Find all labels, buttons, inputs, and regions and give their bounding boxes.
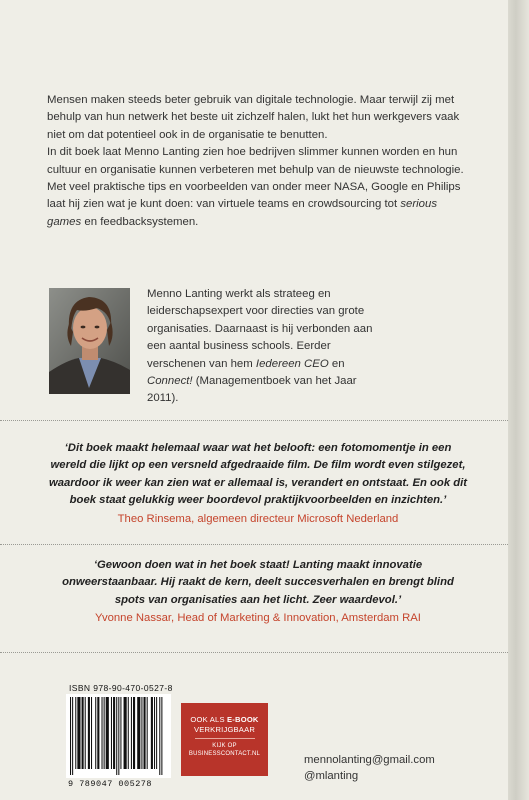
barcode-bar xyxy=(104,697,105,769)
barcode-bar xyxy=(133,697,135,769)
barcode-bar xyxy=(116,697,117,775)
barcode-bar xyxy=(147,697,148,769)
quote-attribution: Yvonne Nassar, Head of Marketing & Innovation, Amsterdam RAI xyxy=(95,612,421,625)
book-title-iedereen-ceo: Iedereen CEO xyxy=(255,357,329,370)
book-title-connect: Connect! xyxy=(147,375,193,388)
barcode-bar xyxy=(159,697,160,775)
blurb-text xyxy=(47,92,467,231)
barcode-bars xyxy=(70,697,167,775)
barcode-bar xyxy=(77,697,80,769)
barcode-bar xyxy=(141,697,142,769)
dotted-divider-1 xyxy=(0,420,508,421)
barcode-bar xyxy=(120,697,121,769)
endorsement-quote-2 xyxy=(48,557,468,628)
barcode-bar xyxy=(161,697,162,775)
barcode-bar xyxy=(75,697,76,769)
barcode-bar xyxy=(102,697,103,769)
endorsement-quote-1 xyxy=(48,440,468,528)
book-spine-edge xyxy=(507,0,529,800)
barcode-bar xyxy=(88,697,90,769)
barcode-bar xyxy=(106,697,109,769)
blurb-paragraph-2: In dit boek laat Menno Lanting zien hoe bedrijven slimmer kunnen worden en hun cultuur en organisatie kunnen verbeteren met behulp van de nieuwste technologie. Met veel praktische tips en voorbeelden van onder meer NASA, Google en Philips laat hij zien wat je kunt doen: van virtuele teams en crowdsourcing tot serious games en feedbacksystemen. xyxy=(47,146,464,228)
dotted-divider-3 xyxy=(0,652,508,653)
barcode-bar xyxy=(137,697,140,769)
isbn-label: ISBN 978-90-470-0527-8 xyxy=(69,683,173,693)
barcode-bar xyxy=(111,697,112,769)
barcode-bar xyxy=(72,697,73,775)
author-photo xyxy=(49,288,130,394)
barcode-bar xyxy=(91,697,92,769)
author-bio: Menno Lanting werkt als strateeg en leiderschapsexpert voor directies van grote organisaties. Daarnaast is hij verbonden aan een aantal business schools. Eerder verschenen van hem Iedereen CEO en Connect! (Managementboek van het Jaar 2011). xyxy=(147,288,373,405)
blurb-paragraph-1: Mensen maken steeds beter gebruik van digitale technologie. Maar terwijl zij met behulp van hun netwerk het beste uit zichzelf halen, lukt het hun werkgevers vaak niet om dat potentieel ook in de organisatie te benutten. xyxy=(47,94,460,141)
barcode-digits: 9 789047 005278 xyxy=(68,779,153,789)
barcode-bar xyxy=(128,697,129,769)
barcode-bar xyxy=(85,697,86,769)
author-contact xyxy=(304,753,435,784)
barcode-bar xyxy=(124,697,127,769)
barcode-bar xyxy=(97,697,99,769)
barcode-bar xyxy=(156,697,157,769)
isbn-barcode xyxy=(66,694,171,778)
dotted-divider-2 xyxy=(0,544,508,545)
quote-attribution: Theo Rinsema, algemeen directeur Microsoft Nederland xyxy=(117,512,399,525)
barcode-bar xyxy=(144,697,146,769)
quote-text: ‘Dit boek maakt helemaal waar wat het belooft: een fotomomentje in een wereld die lijkt op een versneld afgedraaide film. De film wordt even stilgezet, waardoor ik weer kan zien wat er allemaal is, verandert en ontstaat. En ook dit boek staat gelukkig weer boordevol praktijkvoorbeelden en inzichten.’ xyxy=(48,442,468,507)
ebook-badge: OOK ALS E-BOOK VERKRIJGBAAR KIJK OP BUSINESSCONTACT.NL xyxy=(181,703,268,776)
barcode-bar xyxy=(131,697,132,769)
badge-divider xyxy=(195,738,255,739)
author-email: mennolanting@gmail.com xyxy=(304,754,435,766)
barcode-bar xyxy=(118,697,119,775)
barcode-bar xyxy=(82,697,84,769)
quote-text: ‘Gewoon doen wat in het boek staat! Lanting maakt innovatie onweerstaanbaar. Hij raakt de kern, deelt succesverhalen en brengt blind spots van organisaties aan het licht. Zeer waardevol.’ xyxy=(62,559,454,606)
website-link: BUSINESSCONTACT.NL xyxy=(188,751,261,757)
barcode-bar xyxy=(95,697,96,769)
barcode-bar xyxy=(154,697,155,769)
barcode-bar xyxy=(70,697,71,775)
barcode-bar xyxy=(113,697,115,769)
author-twitter-handle: @mlanting xyxy=(304,769,359,782)
barcode-bar xyxy=(151,697,153,769)
